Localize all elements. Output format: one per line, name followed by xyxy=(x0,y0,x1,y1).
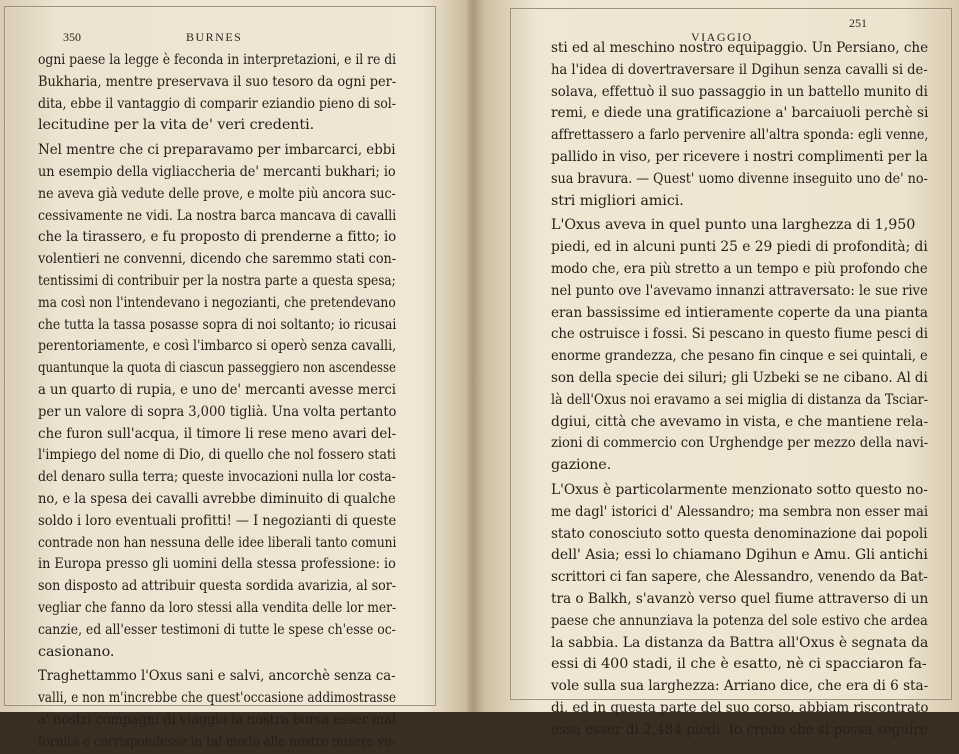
text-line: volentieri ne convenni, dicendo che saremmo stati con- xyxy=(38,251,397,268)
paragraph xyxy=(551,480,928,742)
paragraph xyxy=(38,666,396,753)
text-line: son della specie dei siluri; gli Uzbeki se ne cibano. Al di xyxy=(551,369,928,386)
text-line: piedi, ed in alcuni punti 25 e 29 piedi di profondità; di xyxy=(551,239,928,256)
text-line: son disposto ad attribuir questa sordida avarizia, al sor- xyxy=(38,578,396,595)
right-page-text xyxy=(551,38,928,742)
text-line: tra o Balkh, s'avanzò verso quel fiume attraverso di un xyxy=(551,590,929,607)
text-line: l'impiego del nome di Dio, di quello che nol fossero stati xyxy=(38,447,396,464)
text-line: L'Oxus è particolarmente menzionato sotto questo no- xyxy=(551,481,928,498)
text-line: fornita e corrispondesse in tal modo alle nostre misere ve- xyxy=(38,733,396,750)
text-line: canzie, ed all'esser testimoni di tutte le spese ch'esse oc- xyxy=(38,621,396,638)
text-line: ne aveva già vedute delle prove, e molte più ancora suc- xyxy=(38,185,396,202)
text-line: quantunque la quota di ciascun passeggiero non ascendesse xyxy=(38,360,396,377)
text-line: modo che, era più stretto a un tempo e più profondo che xyxy=(551,260,928,277)
text-line: un esempio della vigliaccheria de' mercanti bukhari; io xyxy=(38,163,396,180)
text-line: a' nostri compagni di viaggio la nostra borsa esser mal xyxy=(38,711,396,728)
text-line: Nel mentre che ci preparavamo per imbarcarci, ebbi xyxy=(38,142,396,159)
text-line: a un quarto di rupia, e uno de' mercanti avesse merci xyxy=(38,381,396,398)
text-line: solava, effettuò il suo passaggio in un battello munito di xyxy=(551,83,928,100)
text-line: me dagl' istorici d' Alessandro; ma sembra non esser mai xyxy=(551,503,928,520)
text-line: scrittori ci fan sapere, che Alessandro, venendo da Bat- xyxy=(551,569,928,586)
text-line: L'Oxus aveva in quel punto una larghezza di 1,950 xyxy=(551,217,916,234)
text-line: in Europa presso gli uomini della stessa professione: io xyxy=(38,556,396,573)
text-line: ha l'idea di dovertraversare il Dgihun senza cavalli si de- xyxy=(551,61,928,78)
text-line: remi, e diede una gratificazione a' barcaiuoli perchè si xyxy=(551,105,929,122)
text-line: dita, ebbe il vantaggio di comparir eziandio pieno di sol- xyxy=(38,95,397,112)
text-line: che ostruisce i fossi. Si pescano in questo fiume pesci di xyxy=(551,326,928,343)
right-running-head: VIAGGIO xyxy=(691,30,753,44)
text-line: per un valore di sopra 3,000 tiglià. Una volta pertanto xyxy=(38,403,397,420)
text-line: lecitudine per la vita de' veri credenti. xyxy=(38,117,315,134)
text-line: che tutta la tassa posasse sopra di noi soltanto; io ricusai xyxy=(38,316,397,333)
left-page-number: 350 xyxy=(63,30,81,44)
text-line: del denaro sulla terra; queste invocazioni nulla lor costa- xyxy=(38,469,396,486)
text-line: casionano. xyxy=(38,643,115,660)
text-line: cessivamente ne vidi. La nostra barca mancava di cavalli xyxy=(38,207,397,224)
text-line: ogni paese la legge è feconda in interpretazioni, e il re di xyxy=(38,52,397,68)
text-line: affrettassero a farlo pervenire all'altra sponda: egli venne, xyxy=(551,127,929,144)
right-page xyxy=(496,0,959,738)
text-line: zioni di commercio con Urghendge per mezzo della navi- xyxy=(551,435,929,452)
text-line: che la tirassero, e fu proposto di prenderne a fitto; io xyxy=(38,229,397,246)
text-line: Bukharia, mentre preservava il suo tesoro da ogni per- xyxy=(38,73,397,90)
text-line: sua bravura. — Quest' uomo divenne inseguito uno de' no- xyxy=(551,170,928,187)
text-line: di, ed in questa parte del suo corso. abbiam riscontrato xyxy=(551,699,929,716)
text-line: valli, e non m'increbbe che quest'occasione addimostrasse xyxy=(38,690,397,707)
text-line: dgiui, città che avevamo in vista, e che mantiene rela- xyxy=(551,413,929,430)
text-line: gazione. xyxy=(551,457,612,474)
left-running-head: BURNES xyxy=(186,30,243,44)
text-line: paese che annunziava la potenza del sole estivo che ardea xyxy=(551,612,928,629)
paragraph xyxy=(38,50,396,137)
paragraph xyxy=(551,38,928,212)
left-page-text xyxy=(38,50,396,754)
text-line: che furon sull'acqua, il timore li rese meno avari del- xyxy=(38,425,397,442)
text-line: stato conosciuto sotto questa denominazione dai popoli xyxy=(551,525,928,542)
text-line: soldo i loro eventuali profitti! — I negozianti di queste xyxy=(38,512,397,529)
text-line: dell' Asia; essi lo chiamano Dgihun e Amu. Gli antichi xyxy=(551,547,928,564)
text-line: eran bassissime ed intieramente coperte da una pianta xyxy=(551,304,928,321)
paragraph xyxy=(38,140,396,663)
text-line: Traghettammo l'Oxus sani e salvi, ancorchè senza ca- xyxy=(38,668,396,685)
text-line: contrade non han nessuna delle idee liberali tanto comuni xyxy=(38,534,397,551)
text-line: essi di 400 stadi, il che è esatto, nè ci spacciaron fa- xyxy=(551,656,927,673)
text-line: stri migliori amici. xyxy=(551,192,684,209)
text-line: enorme grandezza, che pesano fin cinque e sei quintali, e xyxy=(551,348,928,365)
text-line: là dell'Oxus noi eravamo a sei miglia di distanza da Tsciar- xyxy=(551,391,929,408)
left-page xyxy=(0,0,468,750)
text-line: ma così non l'intendevano i negozianti, che pretendevano xyxy=(38,294,396,311)
text-line: perentoriamente, e così l'imbarco si operò senza cavalli, xyxy=(38,338,397,355)
text-line: nel punto ove l'avevamo innanzi attraversato: le sue rive xyxy=(551,282,928,299)
right-page-number: 251 xyxy=(849,16,867,30)
text-line: la sabbia. La distanza da Battra all'Oxus è segnata da xyxy=(551,634,929,651)
text-line: essa esser di 2,484 piedi. Io credo che si possa seguire xyxy=(551,721,928,738)
text-line: tentissimi di contribuir per la nostra parte a questa spesa; xyxy=(38,272,396,289)
text-line: vegliar che fanno da loro stessi alla vendita delle lor mer- xyxy=(38,599,397,616)
paragraph xyxy=(551,215,928,477)
text-line: no, e la spesa dei cavalli avrebbe diminuito di qualche xyxy=(38,490,396,507)
text-line: sti ed al meschino nostro equipaggio. Un Persiano, che xyxy=(551,40,929,56)
text-line: pallido in viso, per ricevere i nostri complimenti per la xyxy=(551,148,928,165)
text-line: vole sulla sua larghezza: Arriano dice, che era di 6 sta- xyxy=(551,678,929,695)
